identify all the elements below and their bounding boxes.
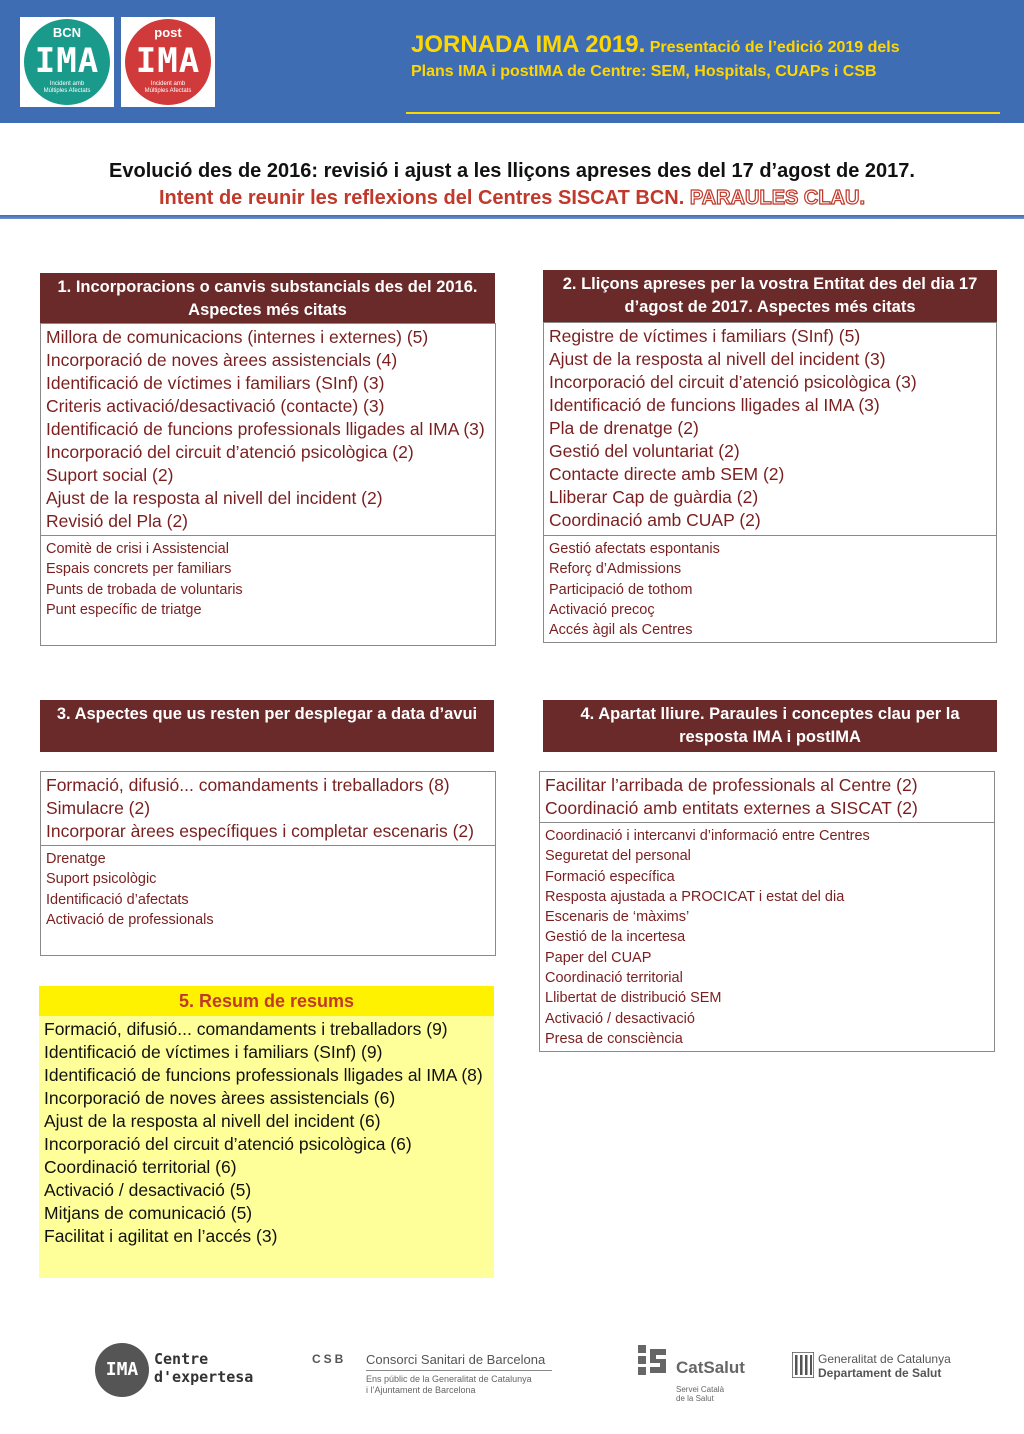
section-2-minor-list <box>544 535 996 642</box>
header-banner <box>0 0 1024 123</box>
section-4-main-list <box>540 772 994 822</box>
bcn-ima-logo <box>20 17 114 107</box>
section-5-title: 5. Resum de resums <box>39 986 494 1016</box>
logo-top-text: post <box>154 25 182 40</box>
list-item: Comitè de crisi i Assistencial <box>46 541 229 557</box>
section-2-box <box>543 322 997 643</box>
list-item: Identificació d’afectats <box>46 891 189 908</box>
section-2-main-list <box>544 323 996 535</box>
list-item: Incorporar àrees específiques i completar escenaris (2) <box>46 821 474 841</box>
section-3-main-list <box>41 772 495 845</box>
consorci-rule <box>366 1370 552 1371</box>
list-item: Formació, difusió... comandaments i treballadors (8) <box>46 775 450 795</box>
catsalut-name: CatSalut <box>676 1358 745 1377</box>
list-item: Registre de víctimes i familiars (SInf) (5) <box>549 326 861 346</box>
headline-keyword: PARAULES CLAU. <box>689 187 866 209</box>
logo-top-text: BCN <box>52 25 82 40</box>
consorci-name: Consorci Sanitari de Barcelona <box>366 1352 546 1367</box>
title-big: JORNADA IMA 2019. <box>411 31 646 58</box>
list-item: Coordinació territorial (6) <box>44 1157 237 1177</box>
list-item: Punt específic de triatge <box>46 601 202 618</box>
section-1-minor-list <box>41 535 495 622</box>
list-item: Facilitat i agilitat en l’accés (3) <box>44 1226 278 1246</box>
list-item: Incorporació de noves àrees assistencials (4) <box>46 350 398 370</box>
list-item: Millora de comunicacions (internes i externes) (5) <box>46 327 429 347</box>
generalitat-line1: Generalitat de Catalunya <box>818 1352 951 1366</box>
list-item: Suport social (2) <box>46 465 174 485</box>
list-item: Identificació de víctimes i familiars (SInf) (3) <box>46 373 385 393</box>
logo-main-text: IMA <box>34 41 100 81</box>
generalitat-icon <box>792 1352 814 1378</box>
list-item: Incorporació del circuit d’atenció psicològica (3) <box>549 372 917 392</box>
catsalut-icon <box>638 1345 668 1375</box>
page-subtitle: Plans IMA i postIMA de Centre: SEM, Hospitals, CUAPs i CSB <box>411 63 877 80</box>
section-3-minor-list <box>41 845 495 932</box>
logo-sub-text: Incident amb Múltiples Afectats <box>144 81 192 94</box>
list-item: Escenaris de ‘màxims’ <box>545 909 690 926</box>
list-item: Pla de drenatge (2) <box>549 418 699 438</box>
title-underline <box>406 112 1000 114</box>
list-item: Suport psicològic <box>46 871 157 888</box>
logo-circle <box>125 19 211 105</box>
page-title <box>411 31 1011 59</box>
list-item: Coordinació i intercanvi d’informació entre Centres <box>545 828 870 844</box>
list-item: Ajust de la resposta al nivell del incident (3) <box>549 349 886 369</box>
list-item: Drenatge <box>46 851 106 867</box>
list-item: Resposta ajustada a PROCICAT i estat del dia <box>545 888 845 905</box>
consorci-subtitle: Ens públic de la Generalitat de Catalunya i l’Ajuntament de Barcelona <box>366 1374 532 1395</box>
headline-line1: Evolució des de 2016: revisió i ajust a les lliçons apreses des del 17 d’agost de 2017. <box>109 160 915 182</box>
headline-line2-text: Intent de reunir les reflexions del Centres SISCAT BCN. <box>158 187 685 209</box>
list-item: Punts de trobada de voluntaris <box>46 581 243 598</box>
ima-footer-logo: IMA <box>95 1343 149 1397</box>
catsalut-subtitle: Servei Català de la Salut <box>676 1385 725 1403</box>
title-small: Presentació de l’edició 2019 dels <box>649 39 900 56</box>
list-item: Participació de tothom <box>549 581 693 598</box>
ima-footer-text <box>154 1350 253 1386</box>
logo-main-text: IMA <box>135 41 201 81</box>
section-1-box <box>40 323 496 646</box>
headline <box>0 158 1024 212</box>
list-item: Gestió del voluntariat (2) <box>549 441 740 461</box>
section-4-title: 4. Apartat lliure. Paraules i conceptes clau per la resposta IMA i postIMA <box>543 700 997 752</box>
list-item: Identificació de víctimes i familiars (SInf) (9) <box>44 1042 383 1062</box>
list-item: Ajust de la resposta al nivell del incident (2) <box>46 488 383 508</box>
section-1-title: 1. Incorporacions o canvis substancials des del 2016. Aspectes més citats <box>40 273 495 323</box>
list-item: Seguretat del personal <box>545 848 691 865</box>
list-item: Presa de consciència <box>545 1030 683 1047</box>
generalitat-name <box>818 1352 951 1380</box>
list-item: Identificació de funcions professionals lligades al IMA (8) <box>44 1065 483 1085</box>
ima-footer-text-1: Centre <box>154 1350 209 1368</box>
headline-line2 <box>0 185 1024 212</box>
list-item: Formació, difusió... comandaments i treballadors (9) <box>44 1019 448 1039</box>
list-item: Gestió de la incertesa <box>545 929 686 946</box>
list-item: Coordinació amb CUAP (2) <box>549 510 761 530</box>
list-item: Activació / desactivació <box>545 1010 695 1027</box>
section-2-title: 2. Lliçons apreses per la vostra Entitat des del dia 17 d’agost de 2017. Aspectes més citats <box>543 270 997 322</box>
ima-footer-text-2: d'expertesa <box>154 1368 254 1386</box>
list-item: Activació de professionals <box>46 911 214 928</box>
list-item: Revisió del Pla (2) <box>46 511 188 531</box>
list-item: Contacte directe amb SEM (2) <box>549 464 785 484</box>
list-item: Accés àgil als Centres <box>549 622 693 639</box>
list-item: Paper del CUAP <box>545 949 652 966</box>
generalitat-line2: Departament de Salut <box>818 1366 942 1380</box>
section-4-box <box>539 771 995 1052</box>
list-item: Incorporació del circuit d’atenció psicològica (6) <box>44 1134 412 1154</box>
list-item: Incorporació del circuit d’atenció psicològica (2) <box>46 442 414 462</box>
list-item: Incorporació de noves àrees assistencials (6) <box>44 1088 396 1108</box>
list-item: Reforç d’Admissions <box>549 561 682 578</box>
section-4-minor-list <box>540 822 994 1051</box>
post-ima-logo <box>121 17 215 107</box>
list-item: Lliberar Cap de guàrdia (2) <box>549 487 759 507</box>
list-item: Mitjans de comunicació (5) <box>44 1203 253 1223</box>
list-item: Identificació de funcions professionals lligades al IMA (3) <box>46 419 485 439</box>
list-item: Espais concrets per familiars <box>46 561 232 578</box>
list-item: Coordinació amb entitats externes a SISCAT (2) <box>545 798 918 818</box>
list-item: Activació precoç <box>549 601 655 618</box>
list-item: Gestió afectats espontanis <box>549 541 720 557</box>
section-1-main-list <box>41 324 495 535</box>
section-3-title: 3. Aspectes que us resten per desplegar a data d’avui <box>40 700 494 752</box>
list-item: Activació / desactivació (5) <box>44 1180 252 1200</box>
list-item: Llibertat de distribució SEM <box>545 990 722 1007</box>
list-item: Criteris activació/desactivació (contacte) (3) <box>46 396 385 416</box>
csb-logo: CSB <box>312 1352 347 1366</box>
section-5-list <box>39 1016 494 1278</box>
divider <box>0 215 1024 219</box>
section-3-box <box>40 771 496 956</box>
list-item: Formació específica <box>545 868 675 885</box>
logo-circle <box>24 19 110 105</box>
list-item: Coordinació territorial <box>545 970 683 987</box>
list-item: Facilitar l’arribada de professionals al Centre (2) <box>545 775 918 795</box>
logo-sub-text: Incident amb Múltiples Afectats <box>43 81 91 94</box>
list-item: Identificació de funcions lligades al IMA (3) <box>549 395 880 415</box>
list-item: Simulacre (2) <box>46 798 151 818</box>
list-item: Ajust de la resposta al nivell del incident (6) <box>44 1111 381 1131</box>
